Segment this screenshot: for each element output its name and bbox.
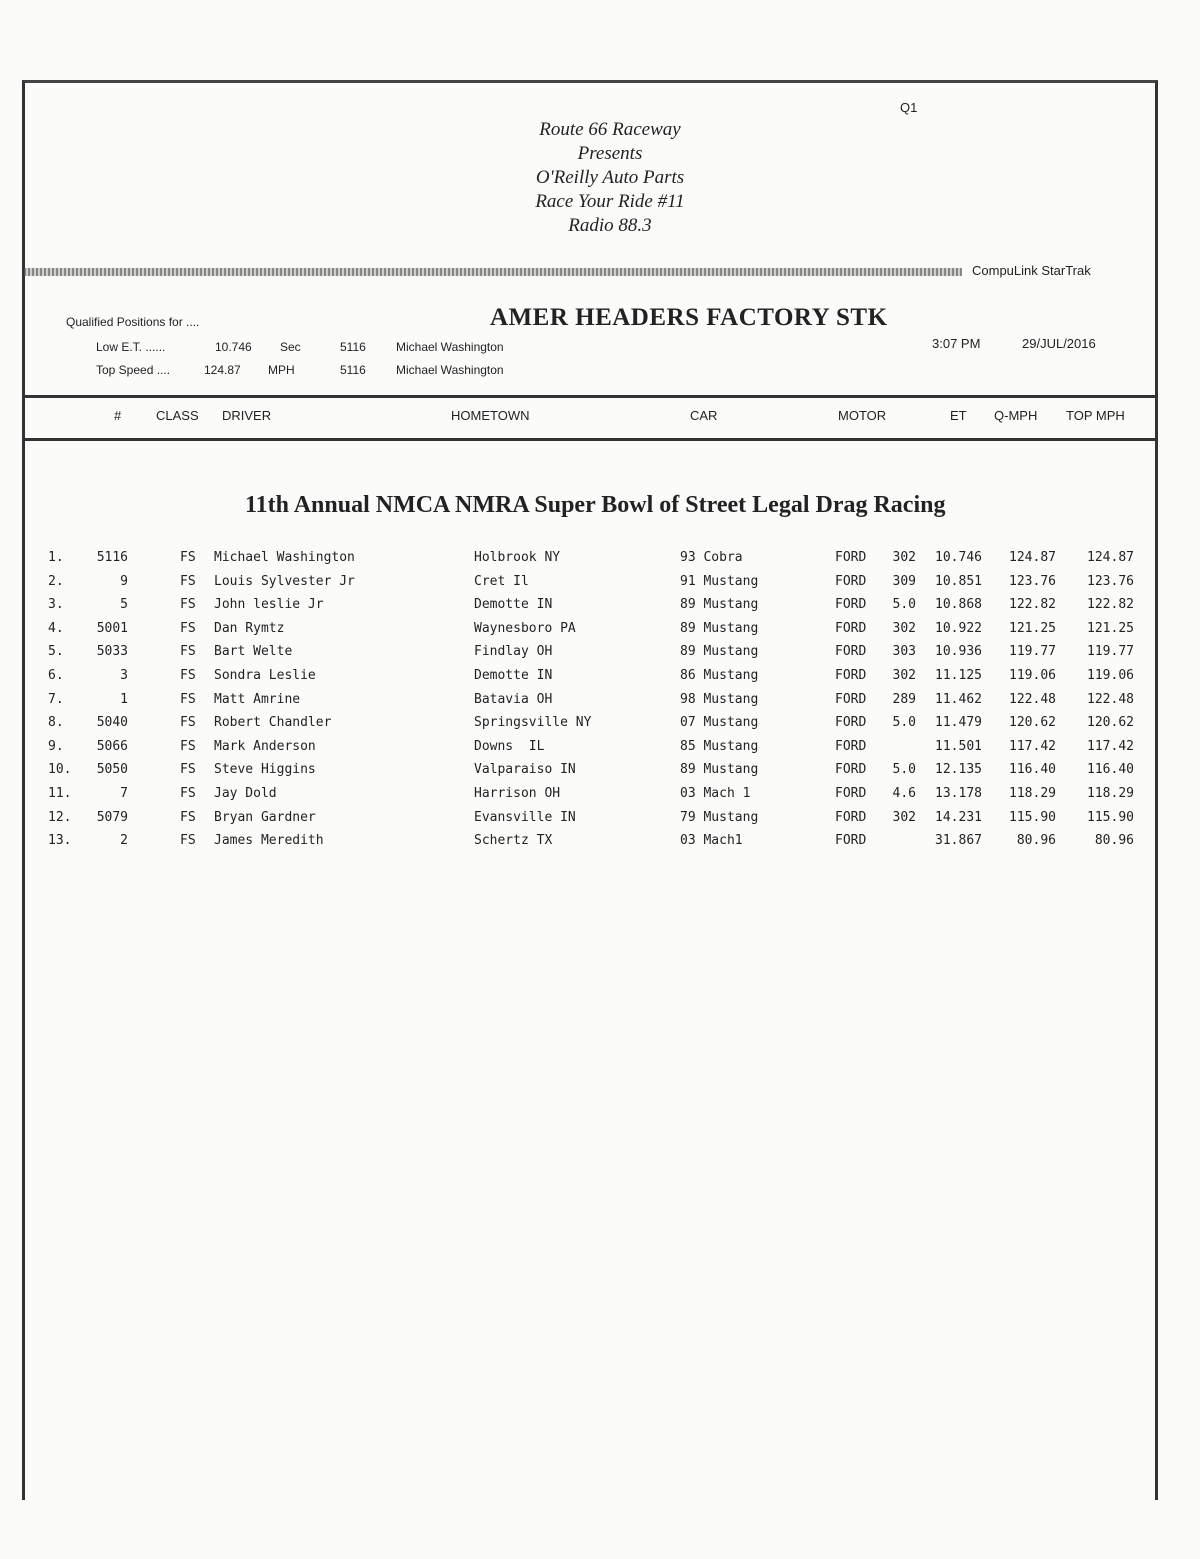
cell-make: FORD bbox=[835, 738, 867, 754]
cell-car: 93 Cobra bbox=[680, 550, 743, 565]
cell-num: 9 bbox=[120, 573, 128, 589]
report-time: 3:07 PM bbox=[932, 336, 981, 351]
cell-hometown: Demotte IN bbox=[474, 668, 553, 683]
cell-car: 03 Mach1 bbox=[680, 833, 743, 849]
col-header-num: # bbox=[114, 408, 122, 423]
cell-make: FORD bbox=[835, 691, 867, 707]
cell-pos: 2. bbox=[48, 573, 64, 589]
low-et-driver: Michael Washington bbox=[396, 340, 504, 354]
cell-top: 116.40 bbox=[1087, 762, 1134, 778]
cell-top: 119.77 bbox=[1087, 644, 1134, 660]
cell-cls: FS bbox=[180, 833, 196, 849]
cell-cls: FS bbox=[180, 550, 196, 565]
cell-car: 85 Mustang bbox=[680, 738, 759, 754]
cell-qmph: 116.40 bbox=[1009, 762, 1056, 778]
cell-make: FORD bbox=[835, 833, 867, 849]
cell-car: 89 Mustang bbox=[680, 762, 759, 778]
cell-hometown: Demotte IN bbox=[474, 597, 553, 613]
cell-car: 98 Mustang bbox=[680, 691, 759, 707]
dotted-separator bbox=[24, 268, 962, 276]
cell-driver: Louis Sylvester Jr bbox=[214, 573, 355, 589]
cell-make: FORD bbox=[835, 715, 867, 731]
compulink-label: CompuLink StarTrak bbox=[972, 263, 1091, 278]
cell-car: 07 Mustang bbox=[680, 715, 759, 731]
cell-car: 79 Mustang bbox=[680, 809, 759, 825]
cell-hometown: Holbrook NY bbox=[474, 550, 561, 565]
table-row bbox=[0, 739, 1200, 763]
cell-num: 5 bbox=[120, 597, 128, 613]
cell-et: 13.178 bbox=[935, 786, 982, 801]
header-bottom-rule bbox=[22, 438, 1158, 441]
cell-num: 7 bbox=[120, 786, 128, 801]
cell-pos: 6. bbox=[48, 668, 64, 683]
cell-qmph: 122.82 bbox=[1009, 597, 1056, 613]
cell-pos: 5. bbox=[48, 644, 64, 660]
cell-make: FORD bbox=[835, 550, 867, 565]
table-row bbox=[0, 810, 1200, 834]
cell-qmph: 80.96 bbox=[1016, 833, 1056, 849]
cell-motor: 303 bbox=[892, 644, 916, 660]
low-et-value: 10.746 bbox=[215, 340, 252, 354]
cell-car: 91 Mustang bbox=[680, 573, 759, 589]
cell-motor: 302 bbox=[892, 809, 916, 825]
cell-driver: Sondra Leslie bbox=[214, 668, 316, 683]
cell-motor: 289 bbox=[892, 691, 916, 707]
cell-pos: 12. bbox=[48, 809, 72, 825]
cell-et: 10.936 bbox=[935, 644, 982, 660]
cell-qmph: 123.76 bbox=[1009, 573, 1056, 589]
top-speed-unit: MPH bbox=[268, 363, 295, 377]
cell-top: 122.48 bbox=[1087, 691, 1134, 707]
table-row bbox=[0, 550, 1200, 574]
cell-cls: FS bbox=[180, 668, 196, 683]
table-row bbox=[0, 597, 1200, 621]
table-row bbox=[0, 786, 1200, 810]
cell-top: 121.25 bbox=[1087, 620, 1134, 636]
col-header-qmph: Q-MPH bbox=[994, 408, 1038, 423]
cell-driver: Robert Chandler bbox=[214, 715, 332, 731]
presents-line: Radio 88.3 bbox=[568, 215, 652, 236]
table-row bbox=[0, 668, 1200, 692]
cell-make: FORD bbox=[835, 597, 867, 613]
table-row bbox=[0, 621, 1200, 645]
report-date: 29/JUL/2016 bbox=[1022, 336, 1096, 351]
cell-driver: James Meredith bbox=[214, 833, 324, 849]
cell-hometown: Cret Il bbox=[474, 573, 529, 589]
table-row bbox=[0, 715, 1200, 739]
cell-cls: FS bbox=[180, 573, 196, 589]
cell-cls: FS bbox=[180, 644, 196, 660]
cell-driver: Steve Higgins bbox=[214, 762, 316, 778]
cell-num: 1 bbox=[120, 691, 128, 707]
col-header-motor: MOTOR bbox=[838, 408, 887, 423]
cell-hometown: Harrison OH bbox=[474, 786, 561, 801]
cell-cls: FS bbox=[180, 786, 196, 801]
cell-et: 11.501 bbox=[935, 738, 982, 754]
cell-hometown: Valparaiso IN bbox=[474, 762, 576, 778]
cell-num: 5079 bbox=[96, 809, 128, 825]
event-title: 11th Annual NMCA NMRA Super Bowl of Street Legal Drag Racing bbox=[245, 492, 946, 518]
presents-block bbox=[460, 118, 760, 238]
presents-line: Presents bbox=[577, 143, 643, 164]
cell-num: 2 bbox=[120, 833, 128, 849]
cell-hometown: Findlay OH bbox=[474, 644, 553, 660]
cell-qmph: 117.42 bbox=[1009, 738, 1056, 754]
cell-driver: Bryan Gardner bbox=[214, 809, 316, 825]
cell-top: 120.62 bbox=[1087, 715, 1134, 731]
col-header-topmph: TOP MPH bbox=[1066, 408, 1125, 423]
cell-qmph: 119.77 bbox=[1009, 644, 1056, 660]
top-speed-label: Top Speed .... bbox=[96, 363, 171, 377]
table-row bbox=[0, 644, 1200, 668]
cell-car: 89 Mustang bbox=[680, 597, 759, 613]
col-header-class: CLASS bbox=[156, 408, 199, 423]
cell-cls: FS bbox=[180, 809, 196, 825]
cell-et: 10.851 bbox=[935, 573, 982, 589]
cell-num: 5001 bbox=[96, 620, 128, 636]
cell-qmph: 118.29 bbox=[1009, 786, 1056, 801]
cell-car: 86 Mustang bbox=[680, 668, 759, 683]
cell-pos: 4. bbox=[48, 620, 64, 636]
cell-make: FORD bbox=[835, 809, 867, 825]
cell-et: 10.868 bbox=[935, 597, 982, 613]
cell-qmph: 120.62 bbox=[1009, 715, 1056, 731]
cell-hometown: Evansville IN bbox=[474, 809, 576, 825]
cell-pos: 1. bbox=[48, 550, 64, 565]
top-speed-car: 5116 bbox=[340, 363, 366, 377]
cell-hometown: Springsville NY bbox=[474, 715, 592, 731]
cell-et: 12.135 bbox=[935, 762, 982, 778]
cell-driver: Matt Amrine bbox=[214, 691, 301, 707]
col-header-hometown: HOMETOWN bbox=[451, 408, 530, 423]
cell-driver: Jay Dold bbox=[214, 786, 277, 801]
cell-top: 118.29 bbox=[1087, 786, 1134, 801]
cell-make: FORD bbox=[835, 786, 867, 801]
cell-top: 117.42 bbox=[1087, 738, 1134, 754]
cell-pos: 8. bbox=[48, 715, 64, 731]
header-top-rule bbox=[22, 395, 1158, 398]
cell-qmph: 121.25 bbox=[1009, 620, 1056, 636]
presents-line: Route 66 Raceway bbox=[539, 119, 681, 140]
cell-cls: FS bbox=[180, 738, 196, 754]
cell-pos: 10. bbox=[48, 762, 72, 778]
cell-top: 80.96 bbox=[1094, 833, 1134, 849]
cell-motor: 5.0 bbox=[892, 597, 916, 613]
cell-pos: 7. bbox=[48, 691, 64, 707]
cell-qmph: 122.48 bbox=[1009, 691, 1056, 707]
cell-driver: Michael Washington bbox=[214, 550, 355, 565]
cell-qmph: 119.06 bbox=[1009, 668, 1056, 683]
cell-make: FORD bbox=[835, 644, 867, 660]
cell-driver: John leslie Jr bbox=[214, 597, 324, 613]
cell-motor: 302 bbox=[892, 668, 916, 683]
cell-et: 11.462 bbox=[935, 691, 982, 707]
cell-et: 31.867 bbox=[935, 833, 982, 849]
cell-pos: 3. bbox=[48, 597, 64, 613]
cell-motor: 5.0 bbox=[892, 715, 916, 731]
cell-qmph: 124.87 bbox=[1009, 550, 1056, 565]
low-et-label: Low E.T. ...... bbox=[96, 340, 166, 354]
col-header-driver: DRIVER bbox=[222, 408, 272, 423]
col-header-et: ET bbox=[950, 408, 967, 423]
top-speed-value: 124.87 bbox=[204, 363, 241, 377]
cell-driver: Dan Rymtz bbox=[214, 620, 285, 636]
cell-hometown: Schertz TX bbox=[474, 833, 553, 849]
cell-make: FORD bbox=[835, 762, 867, 778]
qualified-label: Qualified Positions for .... bbox=[66, 315, 200, 329]
cell-pos: 13. bbox=[48, 833, 72, 849]
table-row bbox=[0, 574, 1200, 598]
table-row bbox=[0, 692, 1200, 716]
cell-motor: 302 bbox=[892, 550, 916, 565]
cell-top: 119.06 bbox=[1087, 668, 1134, 683]
cell-hometown: Waynesboro PA bbox=[474, 620, 576, 636]
cell-num: 5050 bbox=[96, 762, 128, 778]
presents-line: O'Reilly Auto Parts bbox=[535, 167, 685, 188]
cell-top: 122.82 bbox=[1087, 597, 1134, 613]
cell-num: 5066 bbox=[96, 738, 128, 754]
cell-driver: Bart Welte bbox=[214, 644, 293, 660]
cell-num: 5116 bbox=[96, 550, 128, 565]
cell-qmph: 115.90 bbox=[1009, 809, 1056, 825]
cell-top: 124.87 bbox=[1087, 550, 1134, 565]
cell-cls: FS bbox=[180, 715, 196, 731]
cell-et: 10.746 bbox=[935, 550, 982, 565]
cell-cls: FS bbox=[180, 597, 196, 613]
top-speed-driver: Michael Washington bbox=[396, 363, 504, 377]
cell-make: FORD bbox=[835, 668, 867, 683]
cell-cls: FS bbox=[180, 620, 196, 636]
cell-num: 5040 bbox=[96, 715, 128, 731]
cell-hometown: Downs IL bbox=[474, 738, 545, 754]
table-row bbox=[0, 833, 1200, 857]
cell-car: 89 Mustang bbox=[680, 644, 759, 660]
cell-top: 115.90 bbox=[1087, 809, 1134, 825]
class-title: AMER HEADERS FACTORY STK bbox=[490, 304, 888, 331]
cell-pos: 11. bbox=[48, 786, 72, 801]
cell-et: 10.922 bbox=[935, 620, 982, 636]
cell-pos: 9. bbox=[48, 738, 64, 754]
cell-motor: 302 bbox=[892, 620, 916, 636]
table-row bbox=[0, 762, 1200, 786]
low-et-car: 5116 bbox=[340, 340, 366, 354]
cell-top: 123.76 bbox=[1087, 573, 1134, 589]
cell-motor: 309 bbox=[892, 573, 916, 589]
cell-motor: 5.0 bbox=[892, 762, 916, 778]
cell-num: 3 bbox=[120, 668, 128, 683]
cell-make: FORD bbox=[835, 573, 867, 589]
low-et-unit: Sec bbox=[280, 340, 301, 354]
cell-car: 89 Mustang bbox=[680, 620, 759, 636]
cell-et: 11.125 bbox=[935, 668, 982, 683]
page-id: Q1 bbox=[900, 100, 918, 115]
cell-cls: FS bbox=[180, 762, 196, 778]
cell-num: 5033 bbox=[96, 644, 128, 660]
cell-cls: FS bbox=[180, 691, 196, 707]
cell-make: FORD bbox=[835, 620, 867, 636]
cell-et: 14.231 bbox=[935, 809, 982, 825]
presents-line: Race Your Ride #11 bbox=[535, 191, 685, 212]
cell-car: 03 Mach 1 bbox=[680, 786, 751, 801]
col-header-car: CAR bbox=[690, 408, 718, 423]
cell-hometown: Batavia OH bbox=[474, 691, 553, 707]
cell-driver: Mark Anderson bbox=[214, 738, 316, 754]
cell-et: 11.479 bbox=[935, 715, 982, 731]
cell-motor: 4.6 bbox=[892, 786, 916, 801]
